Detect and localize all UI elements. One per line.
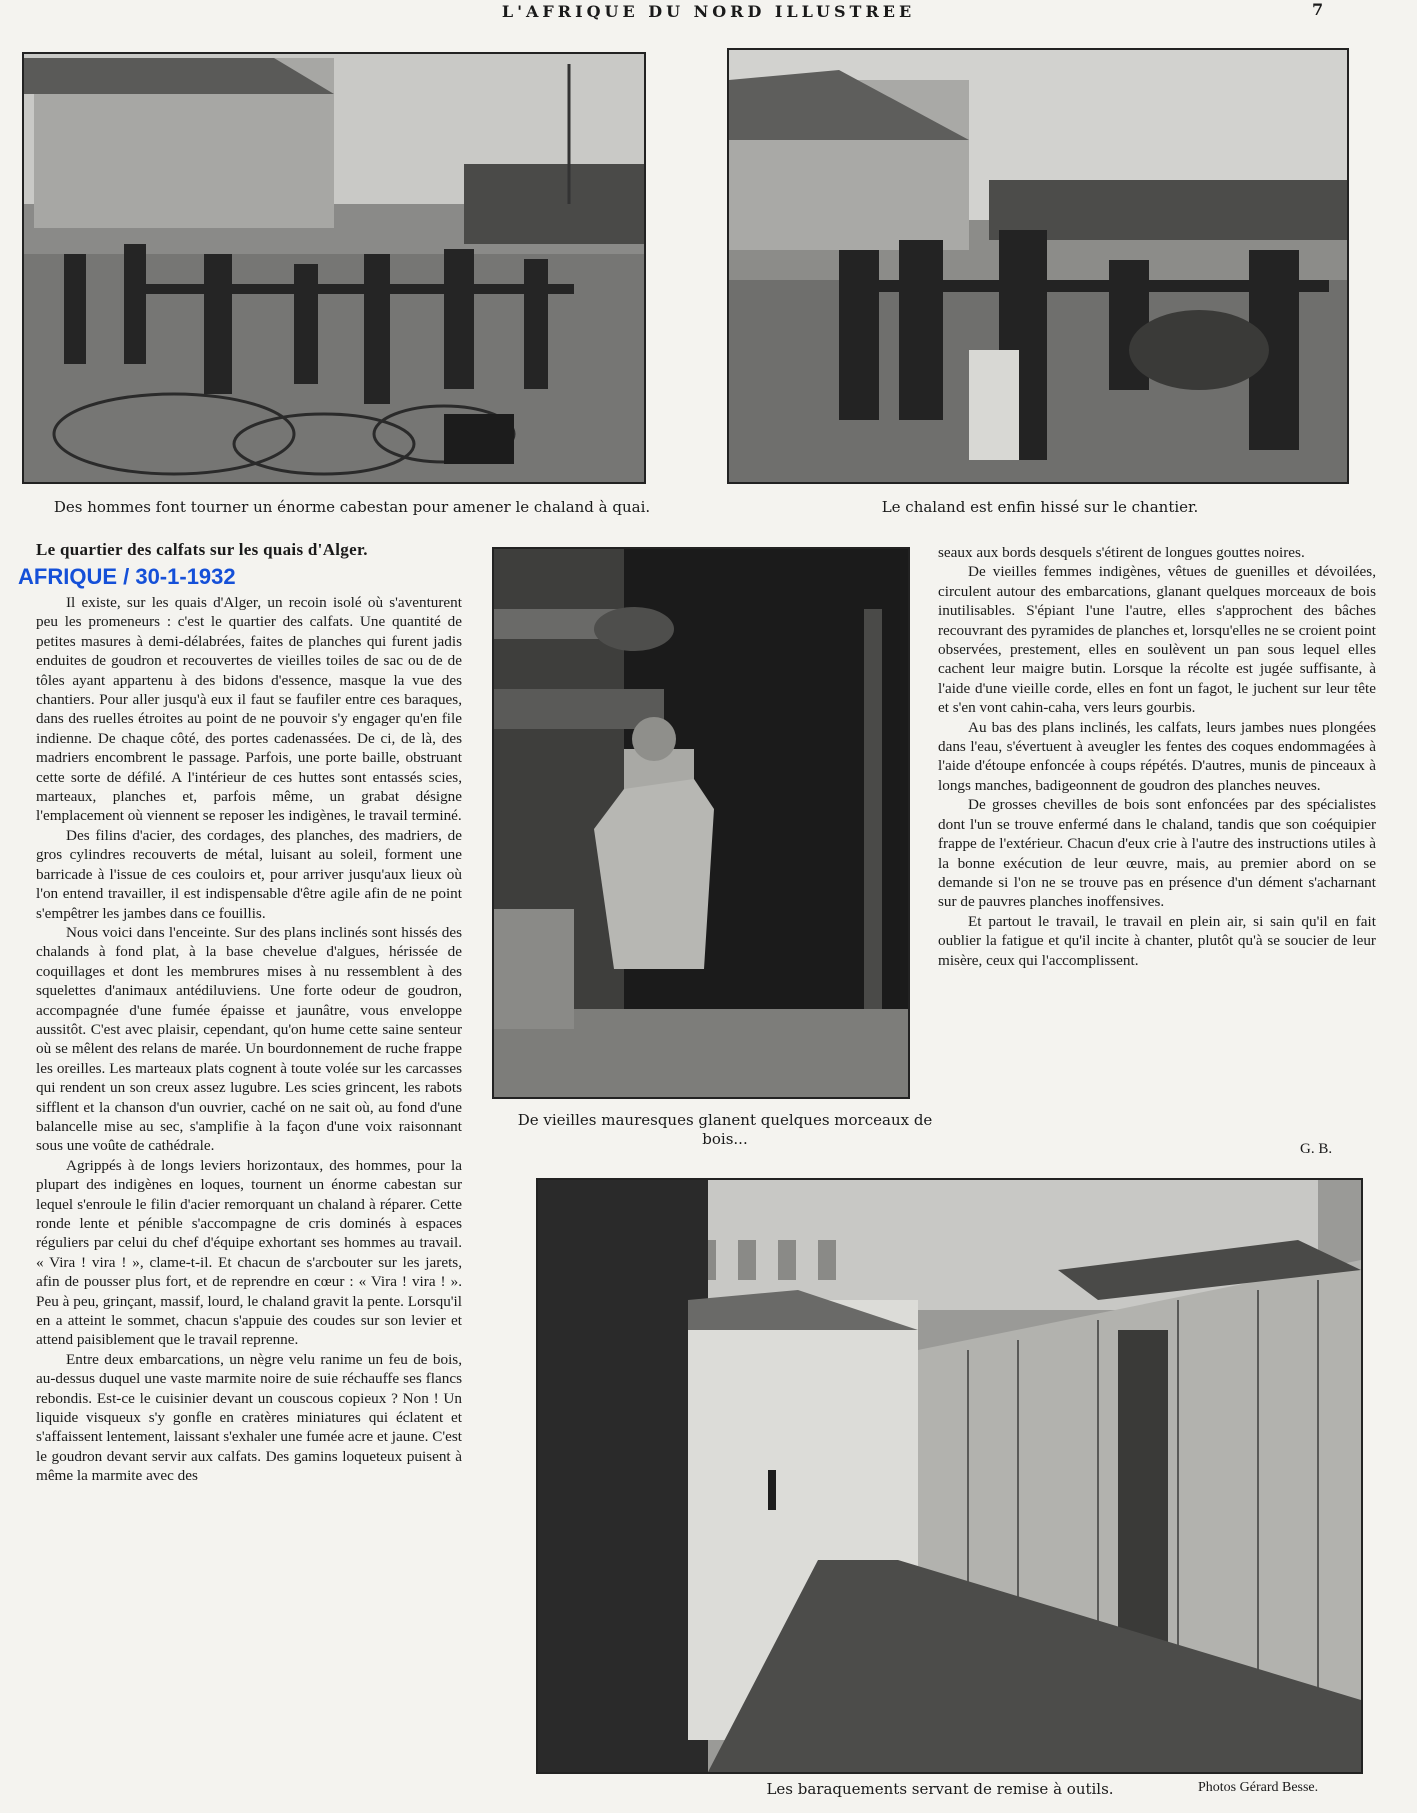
page-number: 7 (1312, 0, 1324, 19)
paragraph: Agrippés à de longs leviers horizontaux, des hommes, pour la plupart des indigènes en loques, tournent un énorme cabestan sur lequel s'enroule le filin d'acier remorquant un chaland à réparer. Cette ronde lente et pénible s'accompagne de cris dominés à espaces réguliers par celui du chef d'équipe exhortant ses hommes au travail. « Vira ! vira ! », clame-t-il. Et chacun de s'arcbouter sur les jarets, afin de pousser plus fort, et de reprendre en cœur : « Vira ! vira ! ». Peu à peu, grinçant, massif, lourd, le chaland gravit la pente. Lorsqu'il en a atteint le sommet, chacun s'appuie des coudes sur son levier et attend paisiblement que le travail reprenne. (36, 1156, 462, 1349)
paragraph: seaux aux bords desquels s'étirent de longues gouttes noires. (938, 544, 1305, 561)
archive-stamp: AFRIQUE / 30-1-1932 (18, 564, 236, 589)
paragraph: Et partout le travail, le travail en plein air, si sain qu'il en fait oublier la fatigue et qu'il incite à chanter, plutôt qu'à se soucier de leur misère, ceux qui l'accomplissent. (938, 912, 1376, 969)
paragraph: De vieilles femmes indigènes, vêtues de guenilles et dévoilées, circulent autour des embarcations, glanant quelques morceaux de bois inutilisables. S'épiant l'une l'autre, elles s'approchent des bâches recouvrant des pyramides de planches et, lorsqu'elles ne se croient point observées, prestement, elles en soulèvent un pan sous lequel elles cachent leur maigre butin. Lorsque la récolte est jugée suffisante, à l'aide d'une vieille corde, elles en font un fagot, le juchent sur leur tête et s'en vont cahin-caha, vers leurs gourbis. (938, 563, 1376, 717)
paragraph: Au bas des plans inclinés, les calfats, leurs jambes nues plongées dans l'eau, s'évertuent à aveugler les fentes des coques endommagées à l'aide d'étoupe enfoncée à coups répétés. D'autres, munis de pinceaux à longs manches, badigeonnent de goudron des planches neuves. (938, 718, 1376, 794)
article-title: Le quartier des calfats sur les quais d'Alger. (36, 540, 368, 559)
paragraph: Nous voici dans l'enceinte. Sur des plans inclinés sont hissés des chalands à fond plat, à la base chevelue d'algues, hérissée de coquillages et dont les membrures mises à nu ressemblent à des squelettes d'animaux antédiluviens. Une forte odeur de goudron, accompagnée d'une fumée épaisse et jaunâtre, vous enveloppe aussitôt. C'est avec plaisir, cependant, qu'on hume cette saine senteur où se mêlent des relans de marée. Un bourdonnement de ruche frappe les oreilles. Les marteaux plats cognent à toute volée sur les carcasses qui rendent un son creux assez lugubre. Les scies grincent, les rabots sifflent et la chanson d'un ouvrier, caché on ne sait où, au fond d'une balancelle mise au sec, s'amplifie à la façon d'une voix raisonnant sous une voûte de cathédrale. (36, 923, 462, 1155)
article-left-column (36, 593, 462, 1808)
article-right-column (938, 543, 1376, 1143)
photo-credit: Photos Gérard Besse. (1198, 1780, 1319, 1795)
journal-header: L'AFRIQUE DU NORD ILLUSTREE (501, 2, 916, 21)
photo-capstan (22, 52, 646, 484)
author-signature: G. B. (1300, 1141, 1333, 1157)
caption-tool-sheds: Les baraquements servant de remise à outils. (766, 1780, 1114, 1798)
photo-old-women (492, 547, 910, 1099)
paragraph: Des filins d'acier, des cordages, des planches, des madriers, de gros cylindres recouverts de métal, luisant au soleil, forment une barricade à l'issue de ces couloirs et, pour arriver jusqu'aux lieux où l'on entend travailler, il est indispensable d'être agile afin de ne point s'empêtrer les jambes dans ce fouillis. (36, 826, 462, 922)
caption-capstan: Des hommes font tourner un énorme cabestan pour amener le chaland à quai. (53, 498, 651, 516)
photo-tool-sheds (536, 1178, 1363, 1774)
paragraph: De grosses chevilles de bois sont enfoncées par des spécialistes dont l'un se trouve enfermé dans le chaland, tandis que son coéquipier frappe de l'extérieur. Chacun d'eux crie à l'autre des instructions utiles à la bonne exécution de leur œuvre, mais, au premier abord on se demande si l'on ne se trouve pas en présence d'un dément s'acharnant sur de pauvres planches inoffensives. (938, 796, 1376, 911)
caption-barge-hoisted: Le chaland est enfin hissé sur le chantier. (881, 498, 1199, 516)
paragraph: Il existe, sur les quais d'Alger, un recoin isolé où s'aventurent peu les promeneurs : c'est le quartier des calfats. Une quantité de petites masures à demi-délabrées, faites de planches qui furent jadis enduites de goudron et recouvertes de vieilles toiles de sac ou de de tôles ayant appartenu à des bidons d'essence, masque la vue des chantiers. Pour aller jusqu'à eux il faut se faufiler entre ces baraques, dans des ruelles étroites au point de ne pouvoir s'y engager qu'en file indienne. De chaque côté, des portes cadenassées. De ci, de là, des madriers encombrent le passage. Parfois, une porte baille, obstruant cette sorte de défilé. A l'intérieur de ces huttes sont entassés scies, marteaux, planches et, parfois même, un grabat désigne l'emplacement où viennent se reposer les indigènes, le travail terminé. (36, 594, 462, 825)
caption-old-women: De vieilles mauresques glanent quelques morceaux de bois... (517, 1111, 933, 1148)
paragraph: Entre deux embarcations, un nègre velu ranime un feu de bois, au-dessus duquel une vaste marmite noire de suie réchauffe ses flancs rebondis. Est-ce le cuisinier devant un couscous copieux ? Non ! Un liquide visqueux s'y gonfle en cratères miniatures qui éclatent et s'affaissent lentement, laissant s'exhaler une fumée acre et jaune. C'est le goudron devant servir aux calfats. Des gamins loqueteux puisent à même la marmite avec des (36, 1350, 462, 1485)
photo-barge-hoisted (727, 48, 1349, 484)
